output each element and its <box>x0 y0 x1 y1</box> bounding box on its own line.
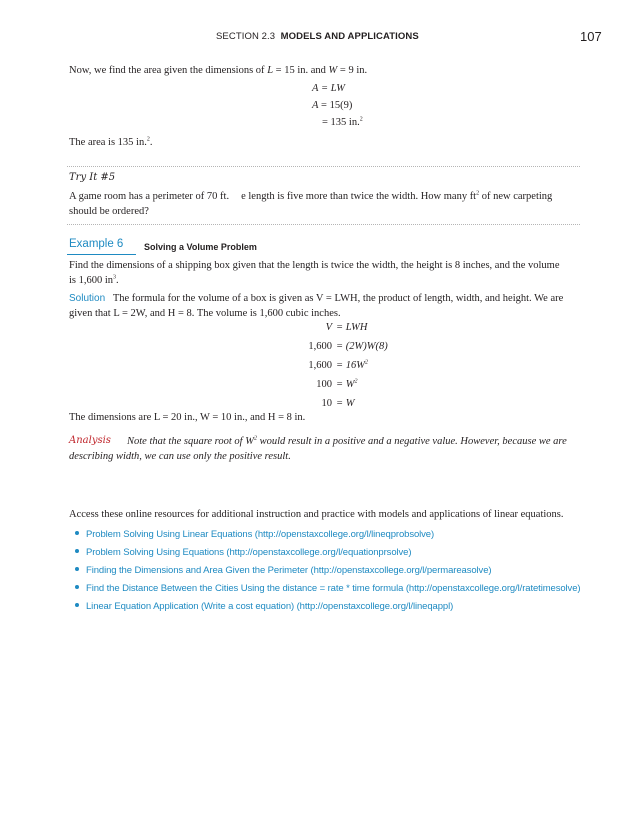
analysis-label: Analysis <box>69 435 111 446</box>
area-equation-1: A = LW <box>312 83 345 94</box>
intro-paragraph: Now, we find the area given the dimensions of L = 15 in. and W = 9 in. <box>69 65 368 76</box>
bullet-icon <box>75 567 79 571</box>
bullet-icon <box>75 531 79 535</box>
solution-paragraph: Solution The formula for the volume of a box is given as V = LWH, the product of length, width, and height. We are given that L = 2W, and H = 8. The volume is 1,600 cubic inches. <box>69 293 564 319</box>
page-number: 107 <box>580 29 602 44</box>
volume-equation-1: V = LWH <box>325 322 368 333</box>
resources-intro: Access these online resources for additional instruction and practice with models and applications of linear equations. <box>69 509 564 520</box>
example-underline <box>67 254 136 255</box>
volume-equation-5: 10 = W <box>321 398 355 409</box>
bullet-icon <box>75 603 79 607</box>
try-it-bottom-divider <box>67 224 580 225</box>
volume-equation-2: 1,600 = (2W)W(8) <box>308 341 388 352</box>
resource-link[interactable]: Finding the Dimensions and Area Given the Perimeter (http://openstaxcollege.org/l/permareasolve) <box>75 562 580 580</box>
bullet-icon <box>75 585 79 589</box>
solution-label: Solution <box>69 293 106 304</box>
resource-link[interactable]: Linear Equation Application (Write a cost equation) (http://openstaxcollege.org/l/lineqappl) <box>75 598 580 616</box>
try-it-top-divider <box>67 166 580 167</box>
volume-equation-4: 100 = $W^2$ <box>316 378 358 390</box>
try-it-label: Try It #5 <box>69 172 116 183</box>
resource-link[interactable]: Problem Solving Using Linear Equations (http://openstaxcollege.org/l/lineqprobsolve) <box>75 526 580 544</box>
resource-link[interactable]: Find the Distance Between the Cities Using the distance = rate * time formula (http://openstaxcollege.org/l/ratetimesolve) <box>75 580 580 598</box>
area-equation-2: A = 15(9) <box>312 100 353 111</box>
running-header <box>216 31 419 42</box>
try-it-text: A game room has a perimeter of 70 ft. e length is five more than twice the width. How many $ft^2$ of new carpeting should be ordered? <box>69 190 553 217</box>
area-result: The area is 135 in.$^2$. <box>69 136 153 148</box>
bullet-icon <box>75 549 79 553</box>
example-title: Solving a Volume Problem <box>144 242 257 252</box>
section-title: MODELS AND APPLICATIONS <box>280 31 419 42</box>
dimensions-result: The dimensions are L = 20 in., W = 10 in., and H = 8 in. <box>69 412 306 423</box>
area-equation-3: = 135 in.$^2$ <box>322 116 363 128</box>
volume-equations <box>270 320 410 415</box>
volume-equation-3: 1,600 = $16W^2$ <box>308 359 368 371</box>
resource-links <box>75 526 580 616</box>
problem-statement: Find the dimensions of a shipping box given that the length is twice the width, the height is 8 inches, and the volume is 1,600 $in^3$. <box>69 260 560 286</box>
section-label: SECTION 2.3 <box>216 31 276 42</box>
analysis-text: Note that the square root of $W^2$ would result in a positive and a negative value. However, because we are describing width, we can use only the positive result. <box>69 435 567 462</box>
example-label: Example 6 <box>69 238 124 250</box>
resource-link[interactable]: Problem Solving Using Equations (http://openstaxcollege.org/l/equationprsolve) <box>75 544 580 562</box>
